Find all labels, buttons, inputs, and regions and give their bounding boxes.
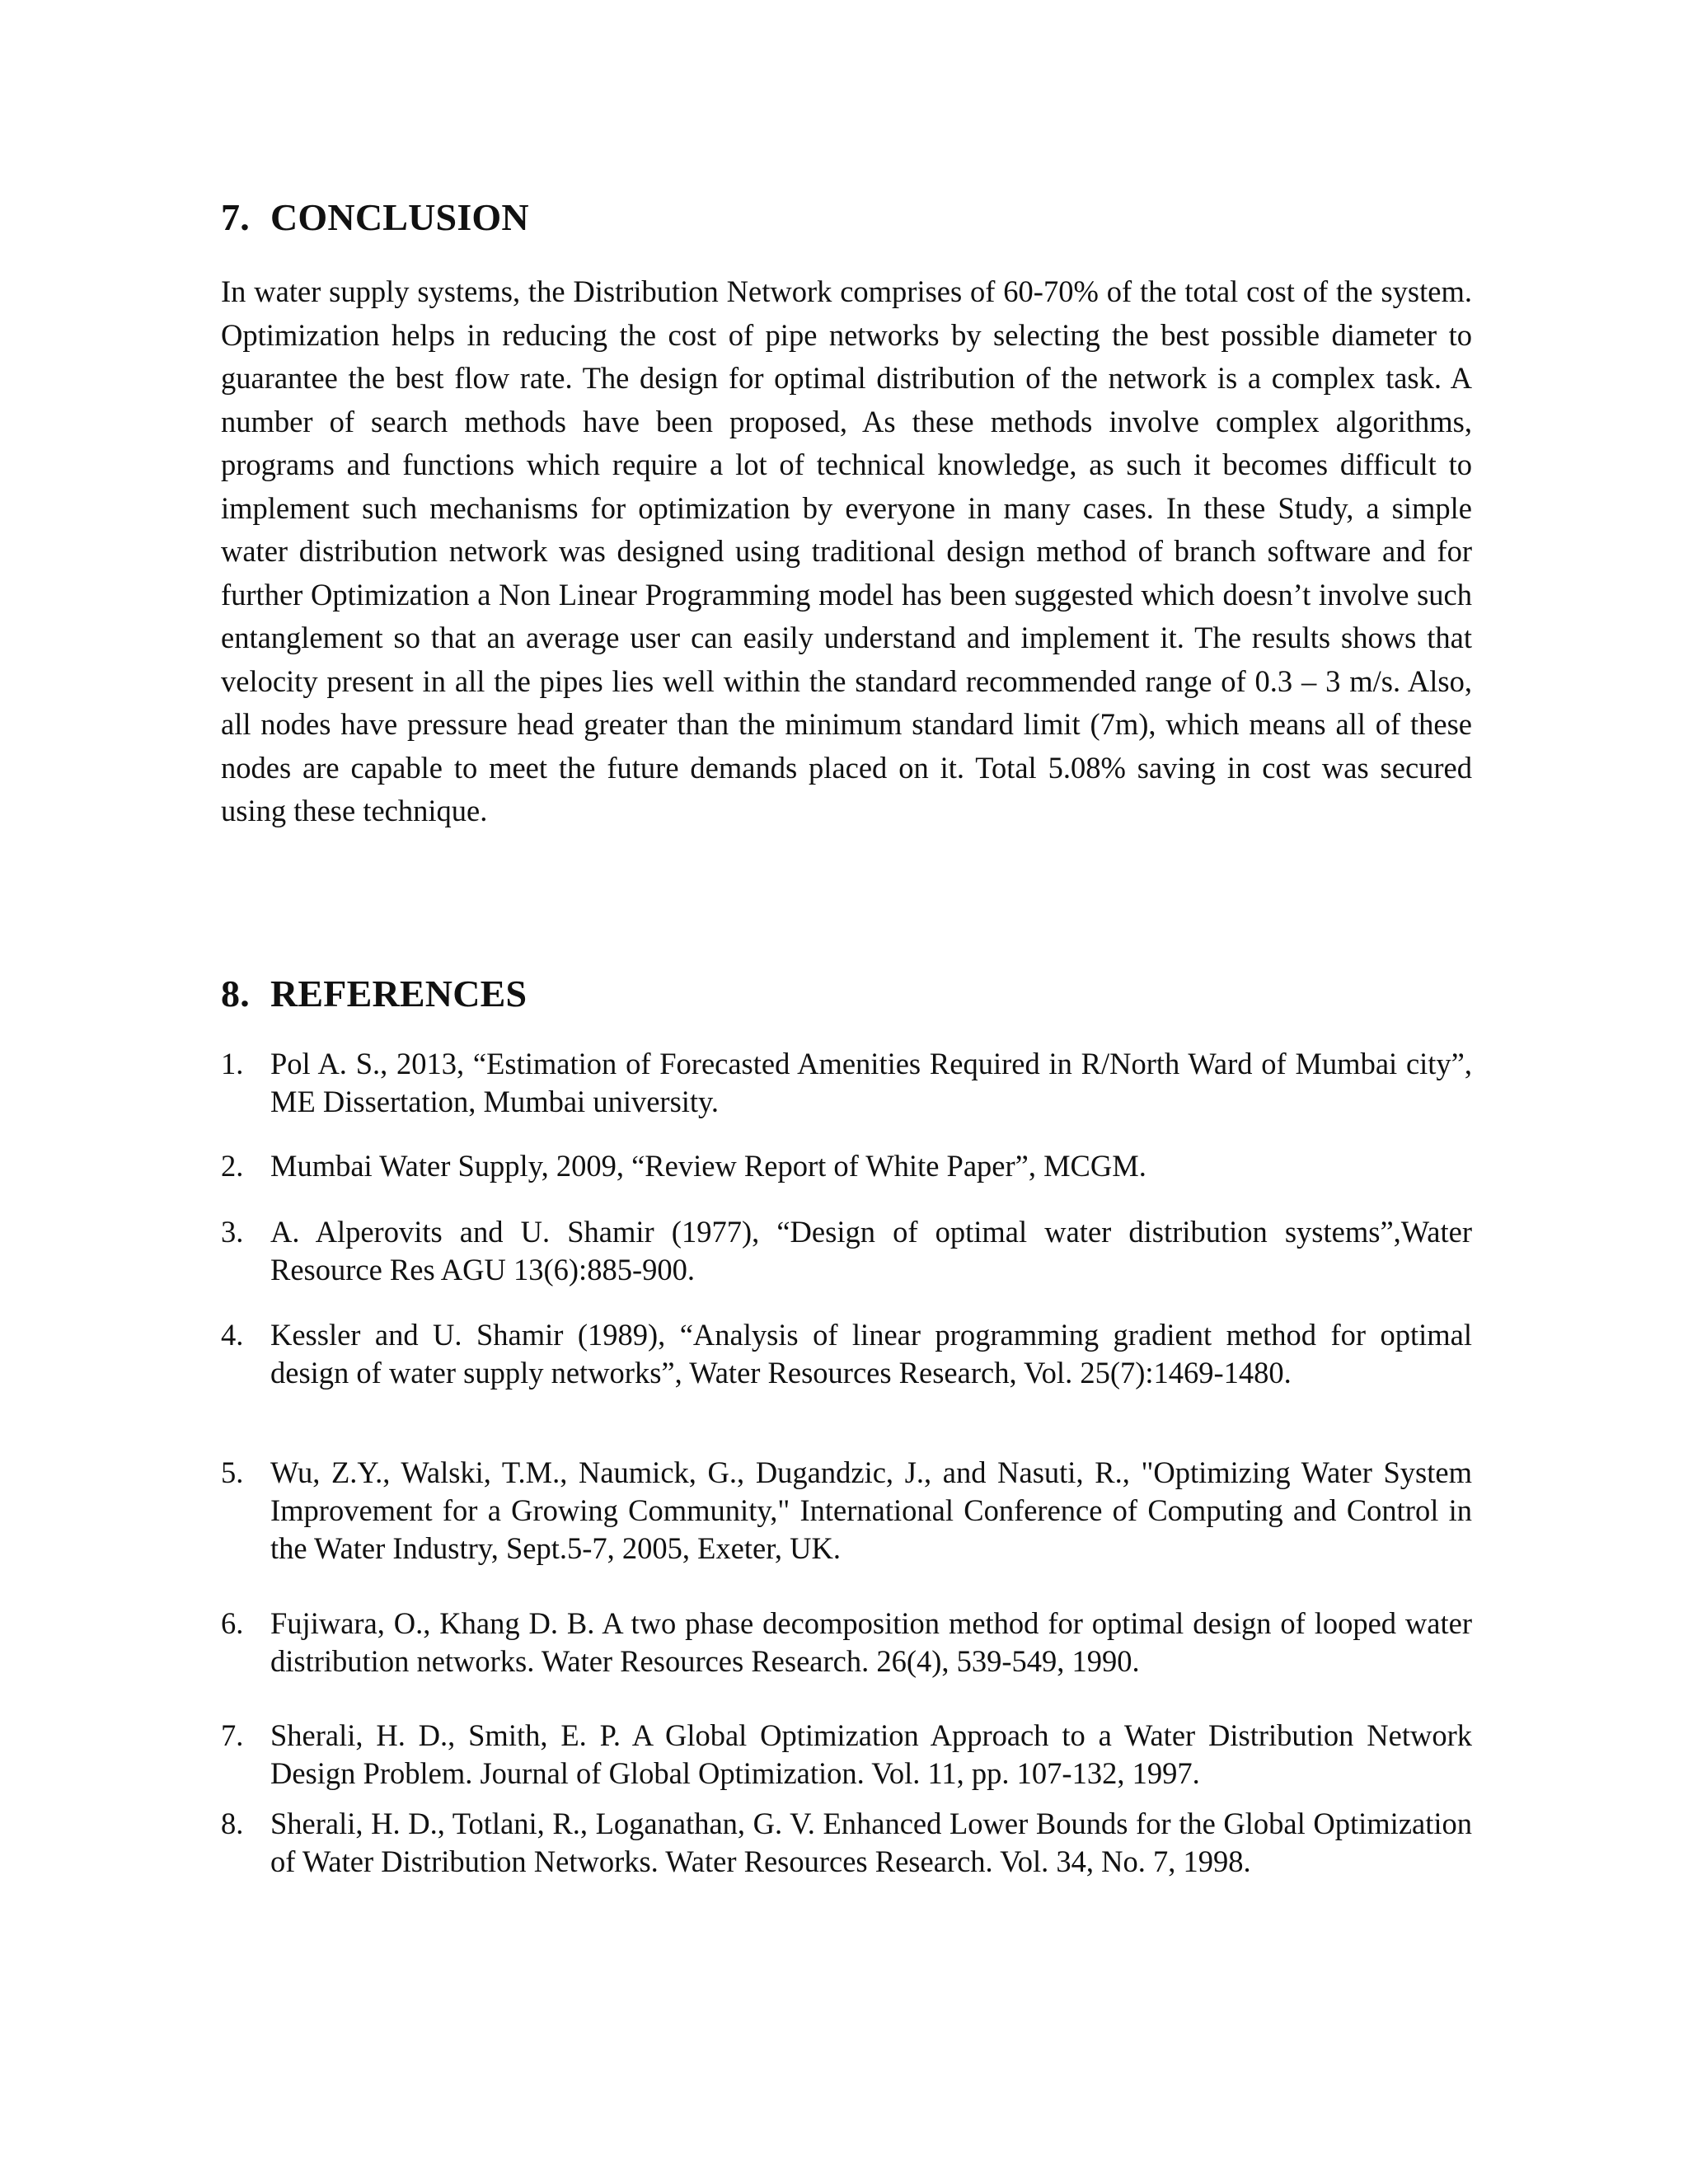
reference-text: A. Alperovits and U. Shamir (1977), “Design of optimal water distribution systems”,Water Resource Res AGU 13(6):885-900. bbox=[270, 1215, 1472, 1286]
reference-text: Pol A. S., 2013, “Estimation of Forecasted Amenities Required in R/North Ward of Mumbai city”, ME Dissertation, Mumbai university. bbox=[270, 1047, 1472, 1118]
conclusion-heading bbox=[221, 194, 529, 241]
reference-number: 6. bbox=[221, 1606, 244, 1640]
reference-text: Wu, Z.Y., Walski, T.M., Naumick, G., Dugandzic, J., and Nasuti, R., "Optimizing Water System Improvement for a Growing Community," International Conference of Computing and Control in the Water Industry, Sept.5-7, 2005, Exeter, UK. bbox=[270, 1455, 1472, 1565]
reference-number: 3. bbox=[221, 1215, 244, 1249]
reference-text: Fujiwara, O., Khang D. B. A two phase decomposition method for optimal design of looped water distribution networks. Water Resources Research. 26(4), 539-549, 1990. bbox=[270, 1606, 1472, 1678]
reference-text: Kessler and U. Shamir (1989), “Analysis of linear programming gradient method for optimal design of water supply networks”, Water Resources Research, Vol. 25(7):1469-1480. bbox=[270, 1318, 1472, 1390]
reference-item-8 bbox=[221, 1805, 1472, 1881]
conclusion-section-number: 7. bbox=[221, 196, 250, 238]
reference-item-7 bbox=[221, 1717, 1472, 1793]
reference-item-3 bbox=[221, 1213, 1472, 1289]
reference-text: Mumbai Water Supply, 2009, “Review Report of White Paper”, MCGM. bbox=[270, 1149, 1146, 1183]
reference-text: Sherali, H. D., Smith, E. P. A Global Optimization Approach to a Water Distribution Network Design Problem. Journal of Global Optimization. Vol. 11, pp. 107-132, 1997. bbox=[270, 1718, 1472, 1790]
conclusion-paragraph: In water supply systems, the Distribution Network comprises of 60-70% of the total cost of the system. Optimization helps in reducing the cost of pipe networks by selecting the best possible diameter to guarantee the best flow rate. The design for optimal distribution of the network is a complex task. A number of search methods have been proposed, As these methods involve complex algorithms, programs and functions which require a lot of technical knowledge, as such it becomes difficult to implement such mechanisms for optimization by everyone in many cases. In these Study, a simple water distribution network was designed using traditional design method of branch software and for further Optimization a Non Linear Programming model has been suggested which doesn’t involve such entanglement so that an average user can easily understand and implement it. The results shows that velocity present in all the pipes lies well within the standard recommended range of 0.3 – 3 m/s. Also, all nodes have pressure head greater than the minimum standard limit (7m), which means all of these nodes are capable to meet the future demands placed on it. Total 5.08% saving in cost was secured using these technique. bbox=[221, 274, 1472, 827]
reference-item-6 bbox=[221, 1605, 1472, 1680]
reference-number: 7. bbox=[221, 1718, 244, 1752]
reference-item-5 bbox=[221, 1454, 1472, 1568]
references-section-title: REFERENCES bbox=[270, 972, 528, 1015]
reference-number: 1. bbox=[221, 1047, 244, 1080]
references-section-number: 8. bbox=[221, 972, 250, 1015]
reference-number: 4. bbox=[221, 1318, 244, 1352]
reference-number: 2. bbox=[221, 1149, 244, 1183]
reference-number: 5. bbox=[221, 1455, 244, 1489]
conclusion-section-title: CONCLUSION bbox=[270, 196, 529, 238]
reference-number: 8. bbox=[221, 1807, 244, 1840]
reference-item-2 bbox=[221, 1147, 1472, 1185]
reference-item-1 bbox=[221, 1045, 1472, 1121]
reference-item-4 bbox=[221, 1316, 1472, 1392]
references-heading bbox=[221, 971, 527, 1017]
reference-text: Sherali, H. D., Totlani, R., Loganathan, G. V. Enhanced Lower Bounds for the Global Optimization of Water Distribution Networks. Water Resources Research. Vol. 34, No. 7, 1998. bbox=[270, 1807, 1472, 1878]
